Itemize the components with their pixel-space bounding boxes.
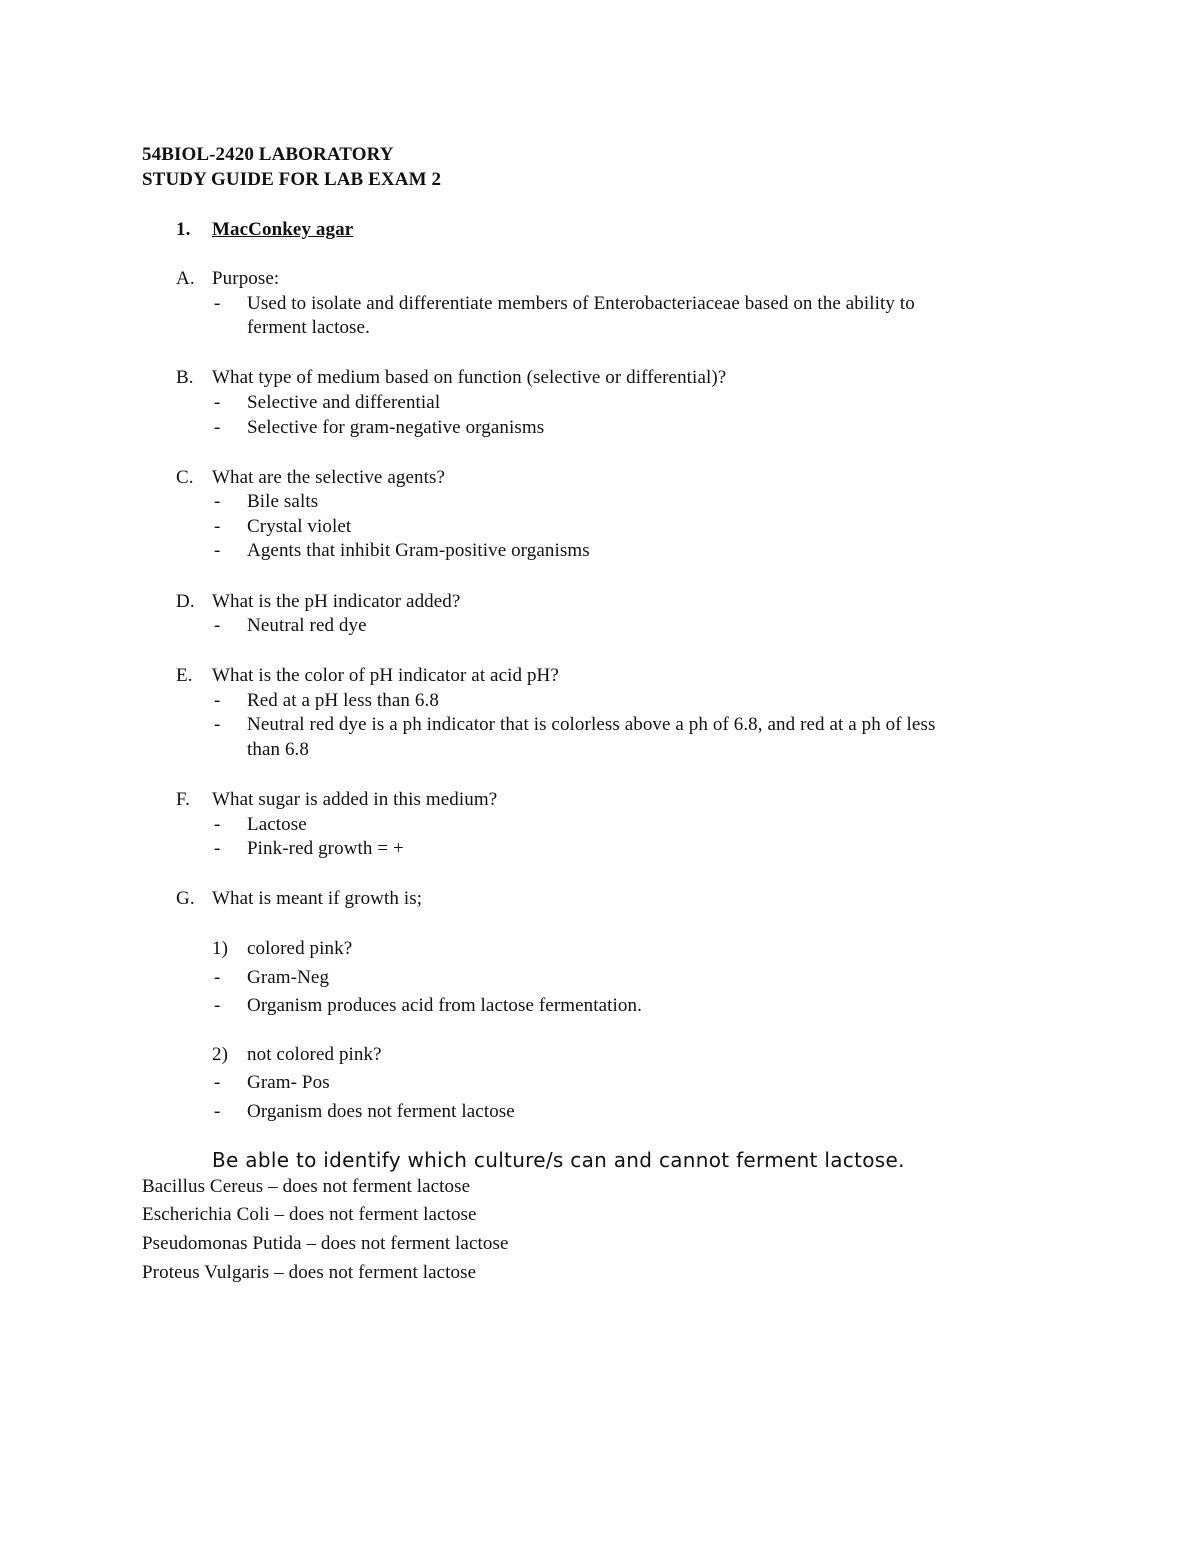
answer-c-3: Agents that inhibit Gram-positive organisms [247, 540, 590, 561]
culture-line: Bacillus Cereus – does not ferment lactose [142, 1176, 471, 1197]
item-letter-d: D. [176, 591, 195, 612]
section-number: 1. [176, 219, 191, 240]
guide-title: STUDY GUIDE FOR LAB EXAM 2 [142, 169, 442, 190]
identify-instruction: Be able to identify which culture/s can and cannot ferment lactose. [212, 1148, 905, 1172]
item-letter-c: C. [176, 467, 194, 488]
dash-marker: - [214, 540, 221, 561]
question-c: What are the selective agents? [212, 467, 445, 488]
sub1-answer-2: Organism produces acid from lactose fermentation. [247, 995, 642, 1016]
dash-marker: - [214, 615, 221, 636]
dash-marker: - [214, 967, 221, 988]
answer-c-2: Crystal violet [247, 516, 352, 537]
item-letter-g: G. [176, 888, 195, 909]
item-letter-a: A. [176, 268, 195, 289]
question-b: What type of medium based on function (selective or differential)? [212, 367, 727, 388]
dash-marker: - [214, 1072, 221, 1093]
course-title: 54BIOL-2420 LABORATORY [142, 144, 394, 165]
answer-b-2: Selective for gram-negative organisms [247, 417, 545, 438]
answer-c-1: Bile salts [247, 491, 319, 512]
answer-e-2-line1: Neutral red dye is a ph indicator that is colorless above a ph of 6.8, and red at a ph of less [247, 714, 936, 735]
sub1-answer-1: Gram-Neg [247, 967, 330, 988]
answer-e-2-line2: than 6.8 [247, 739, 310, 760]
dash-marker: - [214, 814, 221, 835]
item-letter-e: E. [176, 665, 193, 686]
dash-marker: - [214, 293, 221, 314]
dash-marker: - [214, 516, 221, 537]
dash-marker: - [214, 995, 221, 1016]
culture-line: Escherichia Coli – does not ferment lactose [142, 1204, 477, 1225]
sub-question-2: not colored pink? [247, 1044, 382, 1065]
question-d: What is the pH indicator added? [212, 591, 461, 612]
question-g: What is meant if growth is; [212, 888, 423, 909]
item-letter-f: F. [176, 789, 190, 810]
sub-number-2: 2) [212, 1044, 229, 1065]
dash-marker: - [214, 838, 221, 859]
sub-number-1: 1) [212, 938, 229, 959]
sub2-answer-1: Gram- Pos [247, 1072, 330, 1093]
dash-marker: - [214, 392, 221, 413]
question-f: What sugar is added in this medium? [212, 789, 498, 810]
dash-marker: - [214, 491, 221, 512]
sub-question-1: colored pink? [247, 938, 353, 959]
dash-marker: - [214, 714, 221, 735]
culture-line: Pseudomonas Putida – does not ferment lactose [142, 1233, 509, 1254]
section-heading: MacConkey agar [212, 219, 354, 240]
sub2-answer-2: Organism does not ferment lactose [247, 1101, 515, 1122]
answer-f-1: Lactose [247, 814, 307, 835]
culture-line: Proteus Vulgaris – does not ferment lactose [142, 1262, 477, 1283]
question-e: What is the color of pH indicator at acid pH? [212, 665, 559, 686]
answer-a-line1: Used to isolate and differentiate members of Enterobacteriaceae based on the ability to [247, 293, 915, 314]
answer-f-2: Pink-red growth = + [247, 838, 404, 859]
dash-marker: - [214, 690, 221, 711]
answer-e-1: Red at a pH less than 6.8 [247, 690, 439, 711]
dash-marker: - [214, 417, 221, 438]
answer-b-1: Selective and differential [247, 392, 441, 413]
question-a: Purpose: [212, 268, 280, 289]
item-letter-b: B. [176, 367, 194, 388]
answer-a-line2: ferment lactose. [247, 317, 370, 338]
dash-marker: - [214, 1101, 221, 1122]
answer-d-1: Neutral red dye [247, 615, 367, 636]
